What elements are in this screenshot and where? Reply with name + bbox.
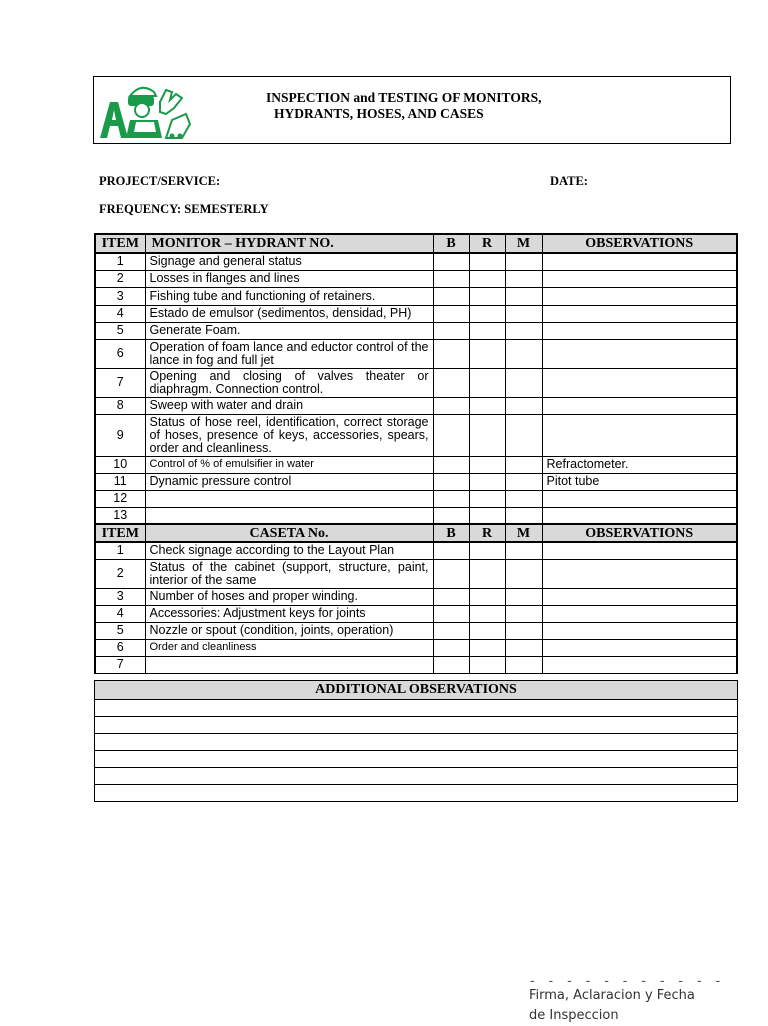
- item-number: 6: [95, 639, 145, 656]
- project-service-label: PROJECT/SERVICE:: [99, 174, 221, 188]
- item-description: Losses in flanges and lines: [145, 270, 433, 287]
- item-description: Nozzle or spout (condition, joints, operation): [145, 622, 433, 639]
- m-checkbox-cell[interactable]: [505, 507, 542, 524]
- r-checkbox-cell[interactable]: [469, 339, 505, 368]
- r-checkbox-cell[interactable]: [469, 270, 505, 287]
- observation-cell[interactable]: [542, 542, 737, 559]
- m-checkbox-cell[interactable]: [505, 368, 542, 397]
- caseta-header: CASETA No.: [145, 524, 433, 542]
- r-checkbox-cell[interactable]: [469, 507, 505, 524]
- additional-observation-field[interactable]: [95, 768, 738, 785]
- observation-cell[interactable]: [542, 253, 737, 270]
- item-number: 9: [95, 414, 145, 456]
- observation-cell[interactable]: [542, 270, 737, 287]
- observation-cell[interactable]: [542, 305, 737, 322]
- section1-row: [95, 414, 737, 456]
- m-header: M: [505, 524, 542, 542]
- m-checkbox-cell[interactable]: [505, 253, 542, 270]
- observation-cell[interactable]: Pitot tube: [542, 473, 737, 490]
- item-description: Generate Foam.: [145, 322, 433, 339]
- b-checkbox-cell[interactable]: [433, 639, 469, 656]
- b-checkbox-cell[interactable]: [433, 414, 469, 456]
- item-number: 11: [95, 473, 145, 490]
- section1-row: [95, 305, 737, 322]
- b-checkbox-cell[interactable]: [433, 656, 469, 673]
- b-checkbox-cell[interactable]: [433, 588, 469, 605]
- b-checkbox-cell[interactable]: [433, 339, 469, 368]
- m-checkbox-cell[interactable]: [505, 490, 542, 507]
- observation-cell[interactable]: [542, 656, 737, 673]
- item-description: Dynamic pressure control: [145, 473, 433, 490]
- m-checkbox-cell[interactable]: [505, 322, 542, 339]
- m-checkbox-cell[interactable]: [505, 339, 542, 368]
- additional-observation-line: [95, 734, 738, 751]
- b-checkbox-cell[interactable]: [433, 270, 469, 287]
- item-number: 7: [95, 656, 145, 673]
- additional-observation-field[interactable]: [95, 717, 738, 734]
- item-description: Status of hose reel, identification, correct storage of hoses, presence of keys, accessories, spears, order and cleanliness.: [145, 414, 433, 456]
- m-checkbox-cell[interactable]: [505, 559, 542, 588]
- item-description: Signage and general status: [145, 253, 433, 270]
- observation-cell[interactable]: [542, 639, 737, 656]
- b-checkbox-cell[interactable]: [433, 305, 469, 322]
- b-checkbox-cell[interactable]: [433, 253, 469, 270]
- section1-row: [95, 456, 737, 473]
- item-description: [145, 507, 433, 524]
- m-checkbox-cell[interactable]: [505, 397, 542, 414]
- section1-row: [95, 397, 737, 414]
- b-checkbox-cell[interactable]: [433, 473, 469, 490]
- observation-cell[interactable]: [542, 414, 737, 456]
- signature-label: [529, 986, 695, 1026]
- additional-observation-line: [95, 717, 738, 734]
- item-number: 3: [95, 588, 145, 605]
- observation-cell[interactable]: [542, 368, 737, 397]
- b-checkbox-cell[interactable]: [433, 397, 469, 414]
- item-number: 1: [95, 253, 145, 270]
- item-number: 2: [95, 270, 145, 287]
- item-description: Accessories: Adjustment keys for joints: [145, 605, 433, 622]
- item-description: Opening and closing of valves theater or diaphragm. Connection control.: [145, 368, 433, 397]
- r-checkbox-cell[interactable]: [469, 490, 505, 507]
- r-checkbox-cell[interactable]: [469, 322, 505, 339]
- item-description: [145, 490, 433, 507]
- b-checkbox-cell[interactable]: [433, 322, 469, 339]
- b-checkbox-cell[interactable]: [433, 605, 469, 622]
- m-checkbox-cell[interactable]: [505, 305, 542, 322]
- r-checkbox-cell[interactable]: [469, 622, 505, 639]
- observation-cell[interactable]: [542, 622, 737, 639]
- m-checkbox-cell[interactable]: [505, 588, 542, 605]
- item-description: Order and cleanliness: [145, 639, 433, 656]
- observation-cell[interactable]: [542, 559, 737, 588]
- m-checkbox-cell[interactable]: [505, 473, 542, 490]
- observation-cell[interactable]: [542, 339, 737, 368]
- b-checkbox-cell[interactable]: [433, 559, 469, 588]
- r-checkbox-cell[interactable]: [469, 588, 505, 605]
- section2-row: [95, 622, 737, 639]
- additional-observation-line: [95, 785, 738, 802]
- item-header: ITEM: [95, 234, 145, 253]
- observation-cell[interactable]: [542, 490, 737, 507]
- r-checkbox-cell[interactable]: [469, 305, 505, 322]
- b-header: B: [433, 234, 469, 253]
- m-checkbox-cell[interactable]: [505, 639, 542, 656]
- additional-observations-header-row: [95, 681, 738, 700]
- item-number: 5: [95, 322, 145, 339]
- observation-cell[interactable]: [542, 588, 737, 605]
- frequency-label: FREQUENCY: SEMESTERLY: [99, 202, 269, 216]
- observation-cell[interactable]: [542, 287, 737, 305]
- r-checkbox-cell[interactable]: [469, 414, 505, 456]
- title-line-1: INSPECTION and TESTING OF MONITORS,: [266, 90, 542, 105]
- item-number: 6: [95, 339, 145, 368]
- b-checkbox-cell[interactable]: [433, 490, 469, 507]
- signature-label-line-2: de Inspeccion: [529, 1008, 619, 1023]
- r-checkbox-cell[interactable]: [469, 473, 505, 490]
- m-checkbox-cell[interactable]: [505, 622, 542, 639]
- section1-row: [95, 322, 737, 339]
- observation-cell[interactable]: [542, 322, 737, 339]
- m-checkbox-cell[interactable]: [505, 287, 542, 305]
- section1-row: [95, 507, 737, 524]
- observation-cell[interactable]: Refractometer.: [542, 456, 737, 473]
- item-number: 12: [95, 490, 145, 507]
- m-header: M: [505, 234, 542, 253]
- item-number: 1: [95, 542, 145, 559]
- item-number: 5: [95, 622, 145, 639]
- observation-cell[interactable]: [542, 507, 737, 524]
- additional-observations-table: [94, 680, 738, 802]
- b-checkbox-cell[interactable]: [433, 622, 469, 639]
- m-checkbox-cell[interactable]: [505, 605, 542, 622]
- r-checkbox-cell[interactable]: [469, 456, 505, 473]
- document-title: [266, 90, 541, 122]
- signature-line: - - - - - - - - - - -: [530, 972, 726, 988]
- r-checkbox-cell[interactable]: [469, 397, 505, 414]
- section2-row: [95, 588, 737, 605]
- item-description: Estado de emulsor (sedimentos, densidad, PH): [145, 305, 433, 322]
- additional-observation-field[interactable]: [95, 785, 738, 802]
- section2-row: [95, 639, 737, 656]
- r-checkbox-cell[interactable]: [469, 605, 505, 622]
- inspection-table: [94, 233, 738, 674]
- r-checkbox-cell[interactable]: [469, 559, 505, 588]
- section2-row: [95, 605, 737, 622]
- item-number: 10: [95, 456, 145, 473]
- item-description: Number of hoses and proper winding.: [145, 588, 433, 605]
- observations-header: OBSERVATIONS: [542, 524, 737, 542]
- b-checkbox-cell[interactable]: [433, 507, 469, 524]
- title-line-2: HYDRANTS, HOSES, AND CASES: [274, 106, 484, 121]
- r-checkbox-cell[interactable]: [469, 253, 505, 270]
- additional-observation-line: [95, 751, 738, 768]
- m-checkbox-cell[interactable]: [505, 270, 542, 287]
- section1-row: [95, 253, 737, 270]
- item-description: Check signage according to the Layout Plan: [145, 542, 433, 559]
- item-description: Fishing tube and functioning of retainers.: [145, 287, 433, 305]
- section1-row: [95, 287, 737, 305]
- section2-header-row: [95, 524, 737, 542]
- b-header: B: [433, 524, 469, 542]
- b-checkbox-cell[interactable]: [433, 542, 469, 559]
- b-checkbox-cell[interactable]: [433, 456, 469, 473]
- section1-header-row: [95, 234, 737, 253]
- item-description: Control of % of emulsifier in water: [145, 456, 433, 473]
- item-number: 2: [95, 559, 145, 588]
- item-header: ITEM: [95, 524, 145, 542]
- item-number: 4: [95, 605, 145, 622]
- item-number: 4: [95, 305, 145, 322]
- item-number: 7: [95, 368, 145, 397]
- item-description: [145, 656, 433, 673]
- observation-cell[interactable]: [542, 397, 737, 414]
- section1-row: [95, 270, 737, 287]
- item-number: 8: [95, 397, 145, 414]
- section2-row: [95, 656, 737, 673]
- r-checkbox-cell[interactable]: [469, 368, 505, 397]
- signature-label-line-1: Firma, Aclaracion y Fecha: [529, 988, 695, 1003]
- observation-cell[interactable]: [542, 605, 737, 622]
- m-checkbox-cell[interactable]: [505, 414, 542, 456]
- observations-header: OBSERVATIONS: [542, 234, 737, 253]
- r-checkbox-cell[interactable]: [469, 639, 505, 656]
- section1-row: [95, 368, 737, 397]
- additional-observation-line: [95, 768, 738, 785]
- section1-row: [95, 339, 737, 368]
- b-checkbox-cell[interactable]: [433, 368, 469, 397]
- additional-observation-field[interactable]: [95, 751, 738, 768]
- safety-worker-logo-icon: [96, 80, 196, 142]
- additional-observation-line: [95, 700, 738, 717]
- r-checkbox-cell[interactable]: [469, 542, 505, 559]
- monitor-hydrant-header: MONITOR – HYDRANT NO.: [145, 234, 433, 253]
- m-checkbox-cell[interactable]: [505, 542, 542, 559]
- section2-row: [95, 559, 737, 588]
- section2-row: [95, 542, 737, 559]
- section1-row: [95, 473, 737, 490]
- additional-observations-title: ADDITIONAL OBSERVATIONS: [95, 681, 738, 700]
- r-checkbox-cell[interactable]: [469, 656, 505, 673]
- item-description: Operation of foam lance and eductor control of the lance in fog and full jet: [145, 339, 433, 368]
- section1-row: [95, 490, 737, 507]
- b-checkbox-cell[interactable]: [433, 287, 469, 305]
- r-checkbox-cell[interactable]: [469, 287, 505, 305]
- item-description: Sweep with water and drain: [145, 397, 433, 414]
- m-checkbox-cell[interactable]: [505, 456, 542, 473]
- item-description: Status of the cabinet (support, structure, paint, interior of the same: [145, 559, 433, 588]
- item-number: 3: [95, 287, 145, 305]
- r-header: R: [469, 524, 505, 542]
- r-header: R: [469, 234, 505, 253]
- item-number: 13: [95, 507, 145, 524]
- date-label: DATE:: [550, 174, 588, 188]
- additional-observation-field[interactable]: [95, 700, 738, 717]
- additional-observation-field[interactable]: [95, 734, 738, 751]
- m-checkbox-cell[interactable]: [505, 656, 542, 673]
